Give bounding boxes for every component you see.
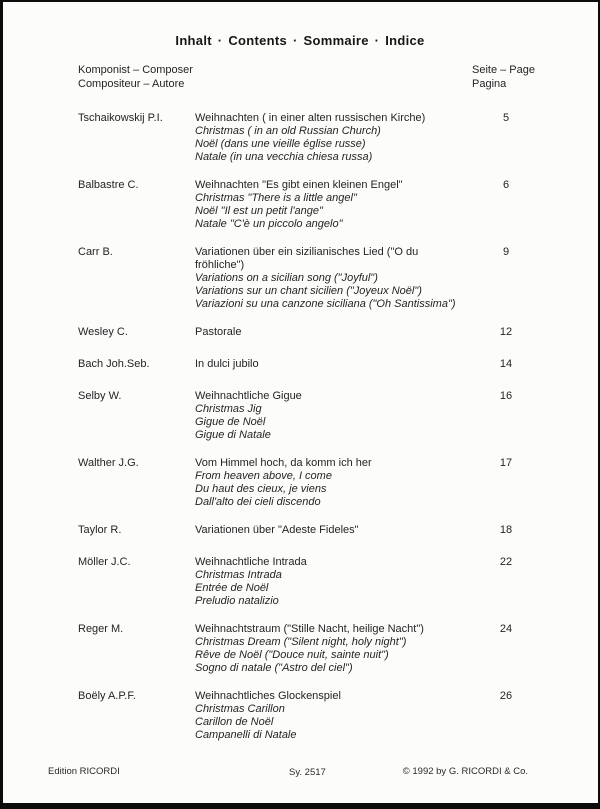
work-titles xyxy=(195,358,472,371)
toc-entry xyxy=(78,623,540,675)
work-titles xyxy=(195,623,472,675)
toc-entry xyxy=(78,112,540,164)
work-titles xyxy=(195,179,472,231)
page-number: 16 xyxy=(499,390,513,402)
work-title-translation: Christmas "There is a little angel" xyxy=(195,192,357,204)
toc-entry xyxy=(78,524,540,537)
work-title-translation: Noël (dans une vieille église russe) xyxy=(195,138,366,150)
work-title-original: Weihnachtliches Glockenspiel xyxy=(195,690,341,702)
work-title-translation: Entrée de Noël xyxy=(195,582,269,594)
work-title-translation: Natale (in una vecchia chiesa russa) xyxy=(195,151,373,163)
work-titles xyxy=(195,457,472,509)
page-number: 9 xyxy=(502,246,510,258)
work-title-original: Weihnachtliche Gigue xyxy=(195,390,302,402)
work-title-translation: Gigue de Noël xyxy=(195,416,266,428)
composer-name: Wesley C. xyxy=(78,326,128,338)
work-title-translation: Christmas Dream ("Silent night, holy night") xyxy=(195,636,407,648)
footer-edition: Edition RICORDI xyxy=(48,766,120,777)
work-titles xyxy=(195,326,472,339)
work-title-original: Weihnachtstraum ("Stille Nacht, heilige Nacht") xyxy=(195,623,424,635)
toc-entry xyxy=(78,556,540,608)
page-number: 17 xyxy=(499,457,513,469)
work-title-translation: Christmas ( in an old Russian Church) xyxy=(195,125,381,137)
work-title-translation: Gigue di Natale xyxy=(195,429,271,441)
work-title-original: Variationen über "Adeste Fideles" xyxy=(195,524,359,536)
work-title-original: Pastorale xyxy=(195,326,242,338)
work-title-original: Weihnachtliche Intrada xyxy=(195,556,307,568)
work-title-translation: Campanelli di Natale xyxy=(195,729,297,741)
work-title-original: Variationen über ein sizilianisches Lied ("O du fröhliche") xyxy=(195,246,419,271)
composer-name: Tschaikowskij P.I. xyxy=(78,112,163,124)
column-headers xyxy=(78,63,540,91)
work-title-original: Weihnachten ( in einer alten russischen Kirche) xyxy=(195,112,426,124)
page-column-header-line2: Pagina xyxy=(472,78,507,90)
work-title-translation: Dall'alto dei cieli discendo xyxy=(195,496,321,508)
work-title-original: In dulci jubilo xyxy=(195,358,259,370)
page-number: 5 xyxy=(502,112,510,124)
work-titles xyxy=(195,690,472,742)
composer-name: Reger M. xyxy=(78,623,124,635)
composer-name: Walther J.G. xyxy=(78,457,139,469)
page-number: 22 xyxy=(499,556,513,568)
footer-plate-number: Sy. 2517 xyxy=(289,767,326,778)
work-title-original: Vom Himmel hoch, da komm ich her xyxy=(195,457,372,469)
page-number: 24 xyxy=(499,623,513,635)
work-title-translation: Noël "Il est un petit l'ange" xyxy=(195,205,323,217)
composer-name: Taylor R. xyxy=(78,524,122,536)
work-title-translation: Variations sur un chant sicilien ("Joyeux Noël") xyxy=(195,285,422,297)
page-number: 18 xyxy=(499,524,513,536)
work-title-translation: Sogno di natale ("Astro del ciel") xyxy=(195,662,353,674)
toc-entry xyxy=(78,326,540,339)
composer-name: Balbastre C. xyxy=(78,179,139,191)
work-title-translation: Rêve de Noël ("Douce nuit, sainte nuit") xyxy=(195,649,389,661)
work-title-translation: Christmas Carillon xyxy=(195,703,285,715)
work-title-translation: Christmas Intrada xyxy=(195,569,282,581)
toc-entry xyxy=(78,358,540,371)
composer-column-header-line2: Compositeur – Autore xyxy=(78,78,185,90)
toc-entries xyxy=(78,112,540,742)
composer-column-header-line1: Komponist – Composer xyxy=(78,64,193,76)
work-title-translation: Christmas Jig xyxy=(195,403,262,415)
work-title-translation: Natale "C'è un piccolo angelo" xyxy=(195,218,343,230)
composer-column-header xyxy=(78,63,472,91)
work-title-translation: From heaven above, I come xyxy=(195,470,332,482)
work-title-translation: Du haut des cieux, je viens xyxy=(195,483,327,495)
toc-entry xyxy=(78,246,540,311)
composer-name: Boëly A.P.F. xyxy=(78,690,136,702)
page-number: 14 xyxy=(499,358,513,370)
work-titles xyxy=(195,246,472,311)
toc-entry xyxy=(78,390,540,442)
work-titles xyxy=(195,556,472,608)
work-title-translation: Variations on a sicilian song ("Joyful") xyxy=(195,272,378,284)
composer-name: Möller J.C. xyxy=(78,556,131,568)
page-title: Inhalt · Contents · Sommaire · Indice xyxy=(175,33,425,48)
page-number: 12 xyxy=(499,326,513,338)
work-titles xyxy=(195,112,472,164)
work-title-translation: Preludio natalizio xyxy=(195,595,279,607)
toc-entry xyxy=(78,690,540,742)
work-titles xyxy=(195,524,472,537)
page-number: 6 xyxy=(502,179,510,191)
page-column-header-line1: Seite – Page xyxy=(472,64,535,76)
work-titles xyxy=(195,390,472,442)
composer-name: Carr B. xyxy=(78,246,113,258)
work-title-translation: Carillon de Noël xyxy=(195,716,274,728)
composer-name: Bach Joh.Seb. xyxy=(78,358,150,370)
toc-entry xyxy=(78,179,540,231)
page-number: 26 xyxy=(499,690,513,702)
work-title-original: Weihnachten "Es gibt einen kleinen Engel" xyxy=(195,179,403,191)
work-title-translation: Variazioni su una canzone siciliana ("Oh Santissima") xyxy=(195,298,456,310)
footer-copyright: © 1992 by G. RICORDI & Co. xyxy=(402,766,528,777)
composer-name: Selby W. xyxy=(78,390,122,402)
toc-entry xyxy=(78,457,540,509)
page-column-header xyxy=(472,63,540,91)
toc-content xyxy=(78,63,540,757)
